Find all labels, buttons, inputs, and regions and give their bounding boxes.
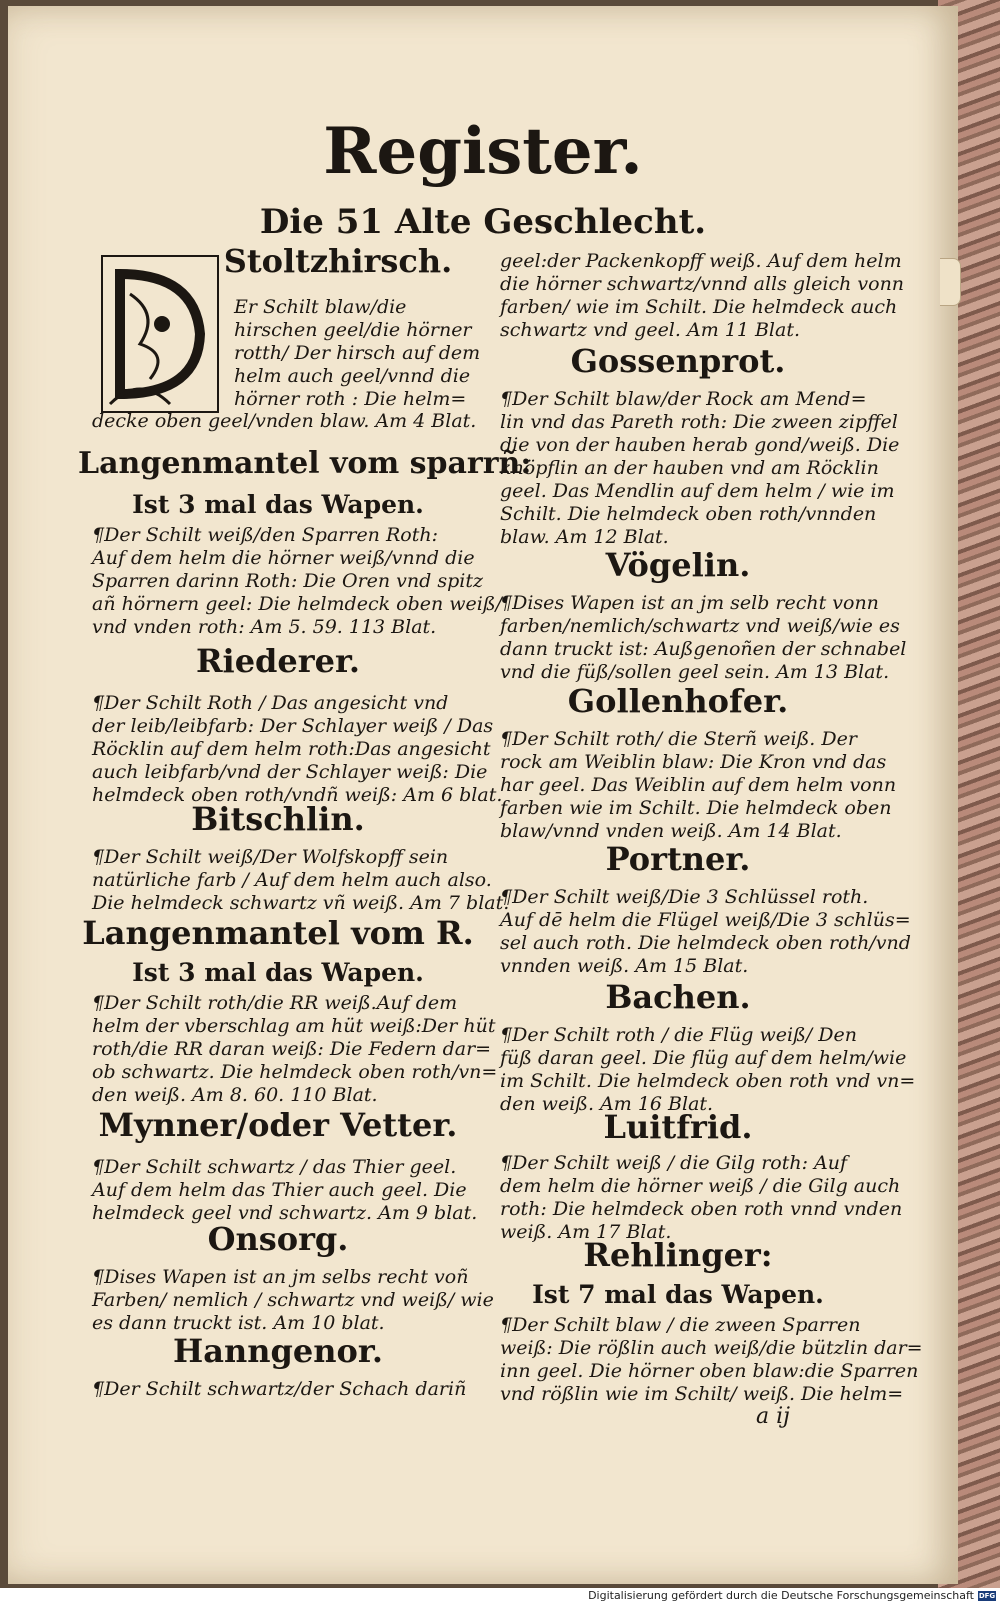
entry-luitfrid: ¶Der Schilt weiß / die Gilg roth: Auf dem helm die hörner weiß / die Gilg auch roth: Die helmdeck oben roth vnnd vnden weiß. Am 17 Blat. xyxy=(500,1152,903,1243)
dfg-logo-icon: DFG xyxy=(978,1592,996,1600)
entry-stoltzhirsch: Er Schilt blaw/die hirschen geel/die hörner rotth/ Der hirsch auf dem helm auch geel/vnnd die hörner roth : Die helm= xyxy=(234,296,481,410)
heading-langenmantel-r: Langenmantel vom R. xyxy=(82,914,474,952)
footer-bar xyxy=(0,1588,1000,1604)
heading-mynner: Mynner/oder Vetter. xyxy=(98,1106,458,1144)
heading-langenmantel-sparren: Langenmantel vom sparrñ: xyxy=(78,446,532,481)
heading-gollenhofer: Gollenhofer. xyxy=(567,682,789,720)
entry-mynner: ¶Der Schilt schwartz / das Thier geel. Auf dem helm das Thier auch geel. Die helmdeck geel vnd schwartz. Am 9 blat. xyxy=(92,1156,478,1224)
heading-stoltzhirsch: Stoltzhirsch. xyxy=(223,242,453,280)
heading-onsorg: Onsorg. xyxy=(207,1220,349,1258)
entry-langenmantel-r: ¶Der Schilt roth/die RR weiß.Auf dem helm der vberschlag am hüt weiß:Der hüt roth/die RR daran weiß: Die Federn dar= ob schwartz. Die helmdeck oben roth/vn= den weiß. Am 8. 60. 110 Blat. xyxy=(92,992,498,1106)
book-page xyxy=(8,6,958,1584)
heading-gossenprot: Gossenprot. xyxy=(570,342,786,380)
footer-credit: Digitalisierung gefördert durch die Deutsche Forschungsgemeinschaft xyxy=(588,1589,974,1602)
heading-rehlinger: Rehlinger: xyxy=(583,1236,773,1274)
entry-rehlinger: ¶Der Schilt blaw / die zween Sparren weiß: Die rößlin auch weiß/die bützlin dar= inn geel. Die hörner oben blaw:die Sparren vnd rößlin wie im Schilt/ weiß. Die helm= xyxy=(500,1314,923,1405)
signature-mark: a ij xyxy=(756,1404,790,1429)
entry-portner: ¶Der Schilt weiß/Die 3 Schlüssel roth. Auf dē helm die Flügel weiß/Die 3 schlüs= sel auch roth. Die helmdeck oben roth/vnd vnnden weiß. Am 15 Blat. xyxy=(500,886,911,977)
page-tab xyxy=(940,258,961,306)
heading-bitschlin: Bitschlin. xyxy=(191,800,365,838)
entry-riederer: ¶Der Schilt Roth / Das angesicht vnd der leib/leibfarb: Der Schlayer weiß / Das Röcklin auf dem helm roth:Das angesicht auch leibfarb/vnd der Schlayer weiß: Die helmdeck oben roth/vndñ weiß: Am 6 blat. xyxy=(92,692,503,806)
subheading-rehlinger: Ist 7 mal das Wapen. xyxy=(532,1280,824,1309)
entry-gollenhofer: ¶Der Schilt roth/ die Sterñ weiß. Der rock am Weiblin blaw: Die Kron vnd das har geel. Das Weiblin auf dem helm vonn farben wie im Schilt. Die helmdeck oben blaw/vnnd vnden weiß. Am 14 Blat. xyxy=(500,728,897,842)
heading-portner: Portner. xyxy=(605,840,751,878)
entry-gossenprot: ¶Der Schilt blaw/der Rock am Mend= lin vnd das Pareth roth: Die zween zipffel die von der hauben herab gond/weiß. Die knöpflin an der hauben vnd am Röcklin geel. Das Mendlin auf dem helm / wie im Schilt. Die helmdeck oben roth/vnnden blaw. Am 12 Blat. xyxy=(500,388,900,548)
entry-hanngenor: ¶Der Schilt schwartz/der Schach dariñ xyxy=(92,1378,467,1400)
entry-bitschlin: ¶Der Schilt weiß/Der Wolfskopff sein natürliche farb / Auf dem helm auch also. Die helmdeck schwartz vñ weiß. Am 7 blat. xyxy=(92,846,510,914)
entry-bachen: ¶Der Schilt roth / die Flüg weiß/ Den füß daran geel. Die flüg auf dem helm/wie im Schilt. Die helmdeck oben roth vnd vn= den weiß. Am 16 Blat. xyxy=(500,1024,916,1115)
heading-hanngenor: Hanngenor. xyxy=(173,1332,383,1370)
subheading-langenmantel-r: Ist 3 mal das Wapen. xyxy=(132,958,424,987)
page-title: Register. xyxy=(323,114,643,189)
entry-hanngenor-cont: geel:der Packenkopff weiß. Auf dem helm die hörner schwartz/vnnd alls gleich vonn farben/ wie im Schilt. Die helmdeck auch schwartz vnd geel. Am 11 Blat. xyxy=(500,250,905,341)
subheading-langenmantel-sparren: Ist 3 mal das Wapen. xyxy=(132,490,424,519)
heading-luitfrid: Luitfrid. xyxy=(603,1108,753,1146)
entry-onsorg: ¶Dises Wapen ist an jm selbs recht voñ Farben/ nemlich / schwartz vnd weiß/ wie es dann truckt ist. Am 10 blat. xyxy=(92,1266,494,1334)
heading-voegelin: Vögelin. xyxy=(605,546,751,584)
entry-langenmantel-sparren: ¶Der Schilt weiß/den Sparren Roth: Auf dem helm die hörner weiß/vnnd die Sparren darinn Roth: Die Oren vnd spitz añ hörnern geel: Die helmdeck oben weiß/ vnd vnden roth: Am 5. 59. 113 Blat. xyxy=(92,524,502,638)
page-subtitle: Die 51 Alte Geschlecht. xyxy=(259,202,707,242)
heading-riederer: Riederer. xyxy=(195,642,361,680)
entry-stoltzhirsch-end: decke oben geel/vnden blaw. Am 4 Blat. xyxy=(92,410,477,432)
entry-voegelin: ¶Dises Wapen ist an jm selb recht vonn farben/nemlich/schwartz vnd weiß/wie es dann truckt ist: Außgenoñen der schnabel vnd die füß/sollen geel sein. Am 13 Blat. xyxy=(500,592,907,683)
heading-bachen: Bachen. xyxy=(605,978,751,1016)
